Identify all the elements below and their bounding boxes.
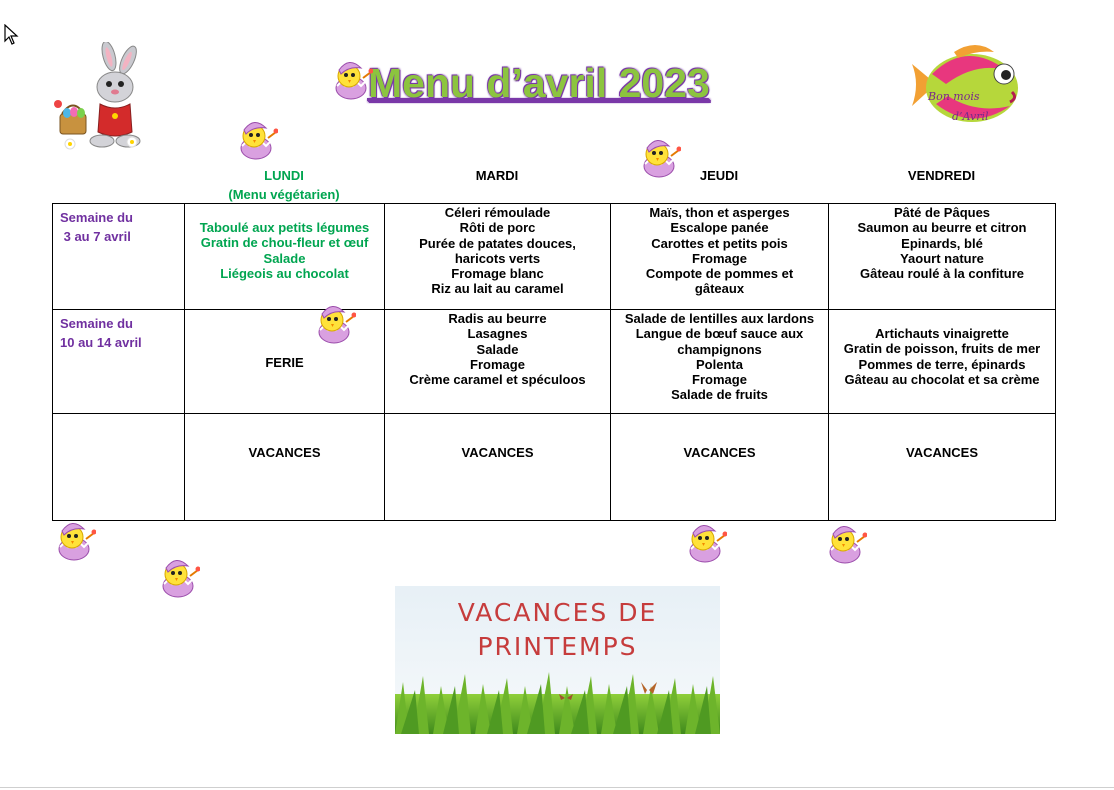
menu-cell: VACANCES (385, 414, 611, 521)
day-header-lundi (184, 166, 384, 204)
menu-cell: FERIE (185, 310, 385, 414)
week-label-line2: 3 au 7 avril (60, 229, 131, 244)
day-header-jeudi: JEUDI (699, 168, 739, 183)
week-label (53, 310, 185, 414)
chick-icon (329, 58, 373, 102)
table-row (53, 204, 1056, 310)
week-label (53, 204, 185, 310)
page-bottom-divider (0, 787, 1114, 788)
menu-cell: Taboulé aux petits légumes Gratin de chou-fleur et œuf Salade Liégeois au chocolat (185, 204, 385, 310)
week-label (53, 414, 185, 521)
easter-bunny-icon (52, 42, 144, 152)
menu-cell: Pâté de Pâques Saumon au beurre et citron Epinards, blé Yaourt nature Gâteau roulé à la confiture (829, 204, 1056, 310)
spring-holiday-banner (395, 586, 720, 734)
table-row (53, 414, 1056, 521)
menu-cell: Artichauts vinaigrette Gratin de poisson, fruits de mer Pommes de terre, épinards Gâteau au chocolat et sa crème (829, 310, 1056, 414)
week-label-line2: 10 au 14 avril (60, 335, 142, 350)
menu-table (52, 203, 1056, 521)
chick-icon (156, 556, 200, 600)
menu-cell: Céleri rémoulade Rôti de porc Purée de patates douces, haricots verts Fromage blanc Riz au lait au caramel (385, 204, 611, 310)
fish-badge-line1: Bon mois (928, 90, 980, 103)
week-label-line1: Semaine du (60, 316, 133, 331)
chick-icon (312, 302, 356, 346)
menu-cell: Maïs, thon et asperges Escalope panée Carottes et petits pois Fromage Compote de pommes et gâteaux (611, 204, 829, 310)
banner-line1: VACANCES DE (457, 598, 658, 627)
fish-badge-line2: d’Avril (952, 110, 989, 123)
fish-badge-icon (906, 44, 1026, 134)
table-row (53, 310, 1056, 414)
chick-icon (683, 521, 727, 565)
menu-cell: VACANCES (611, 414, 829, 521)
menu-cell: Salade de lentilles aux lardons Langue de bœuf sauce aux champignons Polenta Fromage Salade de fruits (611, 310, 829, 414)
chick-icon (234, 118, 278, 162)
chick-icon (823, 522, 867, 566)
menu-cell: Radis au beurre Lasagnes Salade Fromage Crème caramel et spéculoos (385, 310, 611, 414)
banner-line2: PRINTEMPS (477, 632, 638, 661)
menu-cell: VACANCES (829, 414, 1056, 521)
page-title: Menu d’avril 2023 (368, 60, 710, 106)
day-note: (Menu végétarien) (228, 187, 340, 202)
menu-cell: VACANCES (185, 414, 385, 521)
day-name: LUNDI (264, 168, 304, 183)
day-header-mardi: MARDI (475, 168, 519, 183)
mouse-cursor-icon (3, 24, 19, 46)
week-label-line1: Semaine du (60, 210, 133, 225)
chick-icon (52, 519, 96, 563)
day-header-vendredi: VENDREDI (907, 168, 976, 183)
